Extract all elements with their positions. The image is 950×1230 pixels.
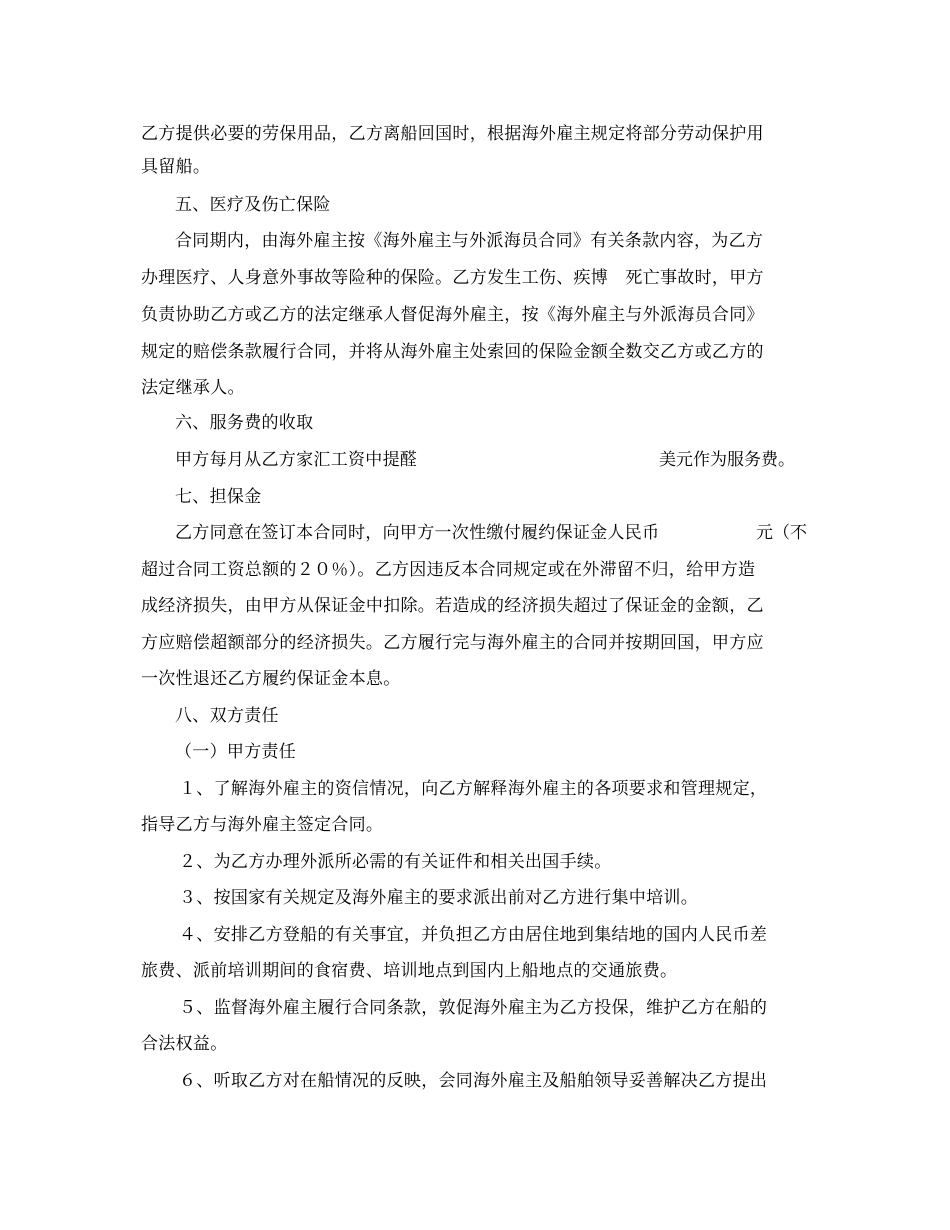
- text-line: 法定继承人。: [141, 378, 245, 398]
- text-line: 规定的赔偿条款履行合同，并将从海外雇主处索回的保险金额全数交乙方或乙方的: [141, 342, 764, 362]
- text-line: 办理医疗、人身意外事故等险种的保险。乙方发生工伤、疾博 死亡事故时，甲方: [141, 268, 764, 288]
- text-line: 超过合同工资总额的２０％）。乙方因违反本合同规定或在外滞留不归，给甲方造: [141, 560, 756, 580]
- text-line: 一次性退还乙方履约保证金本息。: [141, 669, 401, 689]
- text-line: 指导乙方与海外雇主签定合同。: [141, 815, 384, 835]
- section-heading: 八、双方责任: [175, 706, 279, 726]
- section-heading: 六、服务费的收取: [175, 413, 314, 433]
- text-line: 甲方每月从乙方家汇工资中提醛: [175, 450, 418, 470]
- subsection-heading: （一）甲方责任: [175, 742, 297, 762]
- text-line: 乙方提供必要的劳保用品，乙方离船回国时，根据海外雇主规定将部分劳动保护用: [141, 124, 764, 144]
- text-line: 旅费、派前培训期间的食宿费、培训地点到国内上船地点的交通旅费。: [141, 961, 678, 981]
- text-line: １、了解海外雇主的资信情况，向乙方解释海外雇主的各项要求和管理规定，: [179, 779, 768, 799]
- text-line: ６、听取乙方对在船情况的反映，会同海外雇主及船舶领导妥善解决乙方提出: [179, 1071, 768, 1091]
- text-line: ２、为乙方办理外派所必需的有关证件和相关出国手续。: [179, 852, 612, 872]
- section-heading: 五、医疗及伤亡保险: [175, 195, 331, 215]
- text-line: 合法权益。: [141, 1034, 228, 1054]
- text-line-end: 美元作为服务费。: [659, 450, 795, 470]
- section-heading: 七、担保金: [175, 487, 262, 507]
- text-line: ４、安排乙方登船的有关事宜，并负担乙方由居住地到集结地的国内人民币差: [179, 925, 768, 945]
- text-line: 方应赔偿超额部分的经济损失。乙方履行完与海外雇主的合同并按期回国，甲方应: [141, 633, 764, 653]
- text-line-end: 元（不: [756, 523, 807, 543]
- text-line: 具留船。: [141, 157, 211, 177]
- text-line: 成经济损失，由甲方从保证金中扣除。若造成的经济损失超过了保证金的金额，乙: [141, 596, 764, 616]
- text-line: 负责协助乙方或乙方的法定继承人督促海外雇主，按《海外雇主与外派海员合同》: [141, 305, 764, 325]
- text-line: 乙方同意在签订本合同时，向甲方一次性缴付履约保证金人民币: [175, 523, 660, 543]
- text-line: ３、按国家有关规定及海外雇主的要求派出前对乙方进行集中培训。: [179, 888, 698, 908]
- text-line: 合同期内，由海外雇主按《海外雇主与外派海员合同》有关条款内容，为乙方: [175, 231, 764, 251]
- text-line: ５、监督海外雇主履行合同条款，敦促海外雇主为乙方投保，维护乙方在船的: [179, 998, 768, 1018]
